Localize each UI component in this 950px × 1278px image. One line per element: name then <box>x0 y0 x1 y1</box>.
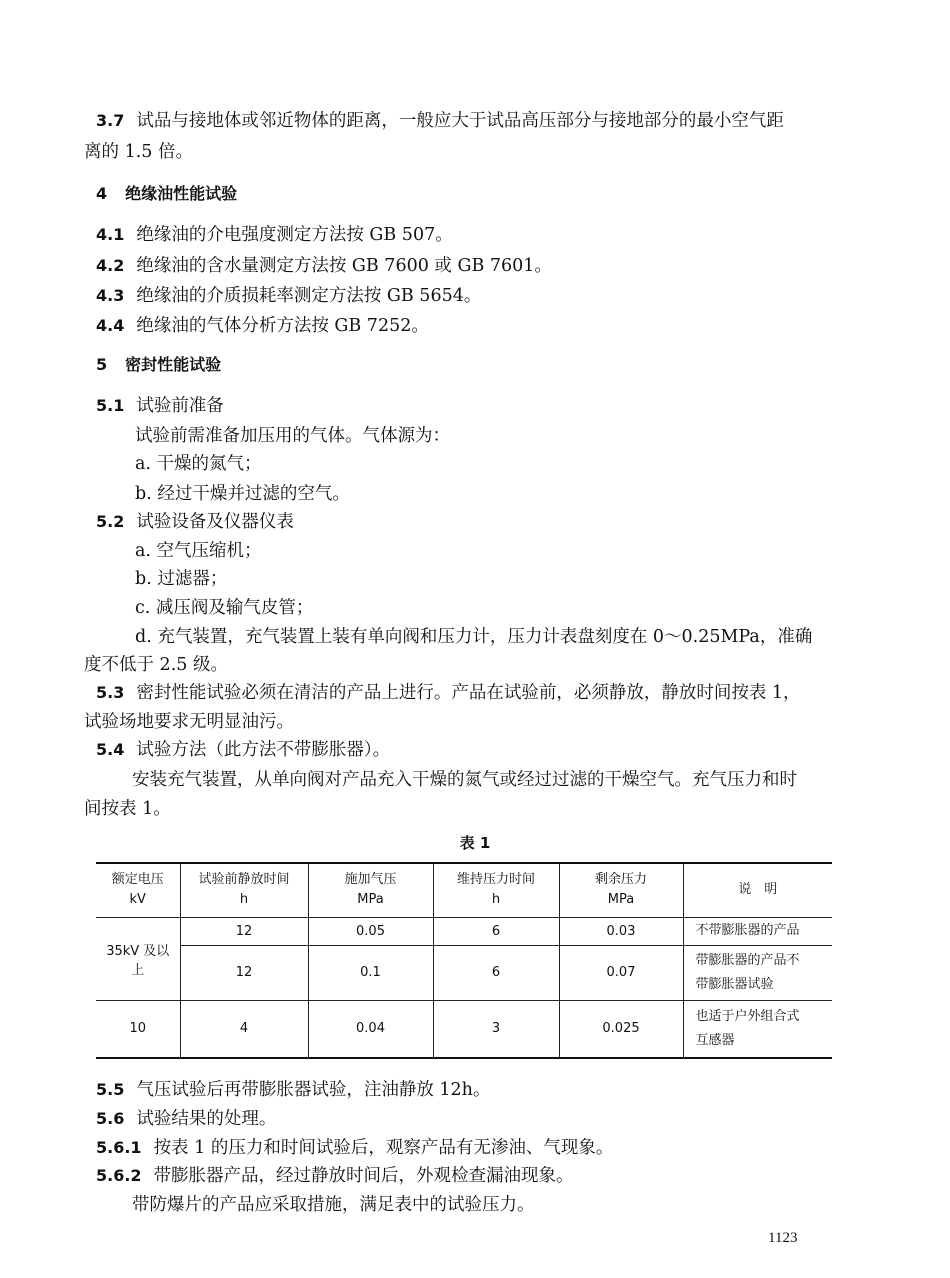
clause-4-1 <box>96 223 453 247</box>
header-cell: 额定电压 kV <box>96 863 180 917</box>
clause-5-3 <box>96 681 801 705</box>
clause-3-7-cont <box>84 140 193 164</box>
voltage-cell: 10 <box>96 1000 180 1058</box>
clause-number: 5.4 <box>96 740 125 759</box>
note-cell: 也适于户外组合式 互感器 <box>683 1000 832 1058</box>
clause-text: 带防爆片的产品应采取措施，满足表中的试验压力。 <box>132 1195 535 1215</box>
clause-5-6-1 <box>96 1136 613 1160</box>
list-item-c <box>135 596 313 620</box>
residual-cell: 0.03 <box>559 917 683 945</box>
pressure-cell: 0.1 <box>308 945 433 1000</box>
list-text: 度不低于 2.5 级。 <box>84 655 228 675</box>
clause-text: 绝缘油的气体分析方法按 GB 7252。 <box>136 316 429 336</box>
clause-number: 4.3 <box>96 286 125 305</box>
header-cell: 施加气压 MPa <box>308 863 433 917</box>
clause-3-7 <box>96 109 784 133</box>
clause-text: 绝缘油的含水量测定方法按 GB 7600 或 GB 7601。 <box>136 256 552 276</box>
clause-4-4 <box>96 314 429 338</box>
table-row <box>96 917 832 945</box>
clause-4-2 <box>96 254 552 278</box>
clause-number: 4.4 <box>96 316 125 335</box>
section-number: 4 <box>96 184 108 203</box>
list-text: b. 经过干燥并过滤的空气。 <box>135 484 350 504</box>
clause-text: 气压试验后再带膨胀器试验，注油静放 12h。 <box>136 1080 491 1100</box>
clause-text: 绝缘油的介电强度测定方法按 GB 507。 <box>136 225 453 245</box>
table-row <box>96 945 832 1000</box>
clause-5-6 <box>96 1107 276 1131</box>
section-number: 5 <box>96 355 108 374</box>
pressure-cell: 0.04 <box>308 1000 433 1058</box>
clause-text: 试品与接地体或邻近物体的距离，一般应大于试品高压部分与接地部分的最小空气距 <box>136 111 784 131</box>
list-text: a. 干燥的氮气； <box>135 454 262 474</box>
list-item-a <box>135 539 262 563</box>
clause-5-3-cont <box>84 710 294 734</box>
clause-5-5 <box>96 1078 490 1102</box>
clause-text: 试验场地要求无明显油污。 <box>84 712 294 732</box>
clause-number: 3.7 <box>96 111 125 130</box>
residual-cell: 0.07 <box>559 945 683 1000</box>
clause-5-4-body <box>132 768 797 792</box>
list-item-a <box>135 452 262 476</box>
rest-time-cell: 4 <box>180 1000 308 1058</box>
section-title: 绝缘油性能试验 <box>125 184 238 203</box>
table-header-row <box>96 863 832 917</box>
clause-5-6-2 <box>96 1164 574 1188</box>
clause-5-6-2-body <box>132 1193 535 1217</box>
clause-number: 5.3 <box>96 683 125 702</box>
clause-text: 按表 1 的压力和时间试验后，观察产品有无渗油、气现象。 <box>153 1138 614 1158</box>
list-item-d <box>135 625 812 649</box>
test-table <box>96 862 832 1059</box>
header-cell: 说 明 <box>683 863 832 917</box>
section-heading-4 <box>96 182 237 206</box>
clause-text: 试验前需准备加压用的气体。气体源为： <box>135 426 450 446</box>
voltage-cell: 35kV 及以上 <box>96 917 180 1000</box>
note-cell: 不带膨胀器的产品 <box>683 917 832 945</box>
clause-number: 4.2 <box>96 256 125 275</box>
clause-text: 间按表 1。 <box>84 799 171 819</box>
clause-number: 5.6.1 <box>96 1138 142 1157</box>
clause-text: 密封性能试验必须在清洁的产品上进行。产品在试验前，必须静放，静放时间按表 1， <box>136 683 801 703</box>
clause-4-3 <box>96 284 481 308</box>
clause-number: 5.5 <box>96 1080 125 1099</box>
clause-text: 试验方法（此方法不带膨胀器）。 <box>136 740 391 760</box>
hold-time-cell: 6 <box>433 945 559 1000</box>
hold-time-cell: 3 <box>433 1000 559 1058</box>
list-item-d-cont <box>84 653 228 677</box>
clause-text: 试验设备及仪器仪表 <box>136 512 294 532</box>
clause-text: 安装充气装置，从单向阀对产品充入干燥的氮气或经过过滤的干燥空气。充气压力和时 <box>132 770 797 790</box>
clause-5-4 <box>96 738 390 762</box>
clause-number: 5.6 <box>96 1109 125 1128</box>
table-row <box>96 1000 832 1058</box>
page-number: 1123 <box>768 1230 798 1246</box>
clause-number: 4.1 <box>96 225 125 244</box>
clause-text: 带膨胀器产品，经过静放时间后，外观检查漏油现象。 <box>153 1166 574 1186</box>
hold-time-cell: 6 <box>433 917 559 945</box>
note-cell: 带膨胀器的产品不 带膨胀器试验 <box>683 945 832 1000</box>
clause-text: 试验前准备 <box>136 396 224 416</box>
section-title: 密封性能试验 <box>125 355 222 374</box>
clause-text: 试验结果的处理。 <box>136 1109 277 1129</box>
clause-text: 离的 1.5 倍。 <box>84 142 193 162</box>
section-heading-5 <box>96 353 221 377</box>
list-item-b <box>135 567 227 591</box>
clause-number: 5.1 <box>96 396 125 415</box>
clause-5-4-cont <box>84 797 171 821</box>
clause-number: 5.2 <box>96 512 125 531</box>
header-cell: 试验前静放时间 h <box>180 863 308 917</box>
clause-number: 5.6.2 <box>96 1166 142 1185</box>
list-text: c. 减压阀及输气皮管； <box>135 598 314 618</box>
header-cell: 剩余压力 MPa <box>559 863 683 917</box>
clause-5-2 <box>96 510 294 534</box>
residual-cell: 0.025 <box>559 1000 683 1058</box>
clause-text: 绝缘油的介质损耗率测定方法按 GB 5654。 <box>136 286 482 306</box>
header-cell: 维持压力时间 h <box>433 863 559 917</box>
pressure-cell: 0.05 <box>308 917 433 945</box>
rest-time-cell: 12 <box>180 917 308 945</box>
clause-5-1 <box>96 394 224 418</box>
clause-5-1-body <box>135 424 450 448</box>
rest-time-cell: 12 <box>180 945 308 1000</box>
table-caption: 表 1 <box>459 834 491 852</box>
list-text: a. 空气压缩机； <box>135 541 262 561</box>
list-item-b <box>135 482 350 506</box>
list-text: d. 充气装置，充气装置上装有单向阀和压力计，压力计表盘刻度在 0～0.25MPa，准确 <box>135 627 813 647</box>
list-text: b. 过滤器； <box>135 569 228 589</box>
